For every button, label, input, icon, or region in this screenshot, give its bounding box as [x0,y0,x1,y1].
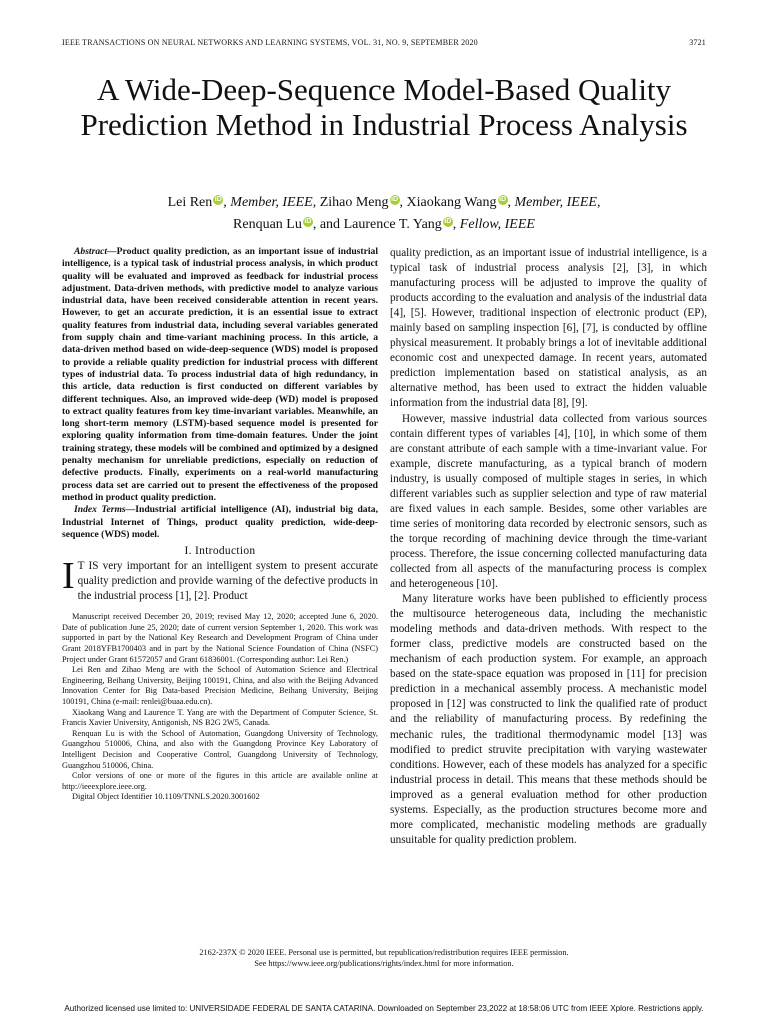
author-name: Xiaokang Wang [406,195,497,210]
license-footer: Authorized licensed use limited to: UNIVERSIDADE FEDERAL DE SANTA CATARINA. Downloaded on September 23,2022 at 18:58:06 UTC from IEEE Xplore. Restrictions apply. [64,1004,704,1013]
right-column [390,246,707,848]
paper-title: A Wide-Deep-Sequence Model-Based Quality Prediction Method in Industrial Process Analysis [80,72,688,142]
author-role: Member, IEEE [230,195,313,210]
left-column [62,246,378,803]
footnotes [62,612,378,803]
copyright-notice [62,947,706,969]
intro-paragraph [62,555,378,604]
index-terms [62,504,378,541]
abstract [62,246,378,504]
author-list: Lei Ren iD , Member, IEEE, Zihao Meng iD , Xiaokang Wang iD , Member, IEEE, Renquan Lu iD , and Laurence T. Yang iD , Fellow, IEEE [167,195,601,232]
index-terms-text: Industrial artificial intelligence (AI), industrial big data, Industrial Internet of Things, product quality prediction, wide-deep-sequence (WDS) model. [62,504,378,540]
footnote: Renquan Lu is with the School of Automation, Guangdong University of Technology, Guangzhou 510006, China, and also with the Guangdong Province Key Laboratory of Intelligent Decision and Cooperative Control, Guangdong University of Technology, Guangzhou 510006, China. [62,728,378,770]
body-paragraph: quality prediction, as an important issue of industrial intelligence, is a typical task of industrial process analysis [2], [3], in which manufacturing process will be adjusted to improve the quality of products according to the evaluation and analysis of the industrial data [4], [5]. However, traditional inspection of electronic product (EP), mainly based on sampling inspection [6], [7], is conducted by offline physical measurement. It probably brings a lot of inevitable additional economic cost and unexpected damage. In recent years, automated prediction implementation based on statistical analysis, as an alternative method, has been used to extract the hidden valuable information from the industrial data [8], [9]. [390,247,707,410]
rights-link[interactable]: See https://www.ieee.org/publications/rights/index.html for more information. [254,959,514,968]
footnote: Manuscript received December 20, 2019; revised May 12, 2020; accepted June 6, 2020. Date of publication June 25, 2020; date of current version September 1, 2020. This work was supported in part by the National Key Research and Development Program of China under Grant 2018YFB1700403 and in part by the National Science Foundation of China (NSFC) Project under Grant 61572057 and Grant 61836001. (Corresponding author: Lei Ren.) [62,612,378,664]
orcid-icon[interactable]: iD [214,196,222,203]
drop-cap: I [62,555,75,598]
orcid-icon[interactable]: iD [499,196,507,203]
orcid-icon[interactable]: iD [391,196,399,203]
footnote: Xiaokang Wang and Laurence T. Yang are with the Department of Computer Science, St. Francis Xavier University, Antigonish, NS B2G 2W5, Canada. [62,707,378,728]
orcid-icon[interactable]: iD [304,218,312,225]
abstract-label: Abstract— [74,246,117,257]
copyright-line: 2162-237X © 2020 IEEE. Personal use is permitted, but republication/redistribution requires IEEE permission. [199,948,569,957]
running-header [62,38,706,47]
index-terms-label: Index Terms— [74,504,136,516]
footnote: Color versions of one or more of the figures in this article are available online at http://ieeexplore.ieee.org. [62,771,378,791]
section-heading: I. Introduction [184,545,256,558]
author-role: Member, IEEE [514,195,597,210]
author-name: Lei Ren [167,195,213,210]
page-number: 3721 [689,38,706,47]
body-paragraph: Many literature works have been published to efficiently process the multisource heterogeneous data, including the mechanistic modeling methods and data-driven methods. With respect to the former class, predictive models are constructed based on the mechanism of each production system. For example, an approach based on the state-space equation was proposed in [11] for precision prediction in a mechanical assembly process. A mechanistic model proposed in [12] was constructed to link the qualified rate of product and the reliability of manufacturing process. By redefining the mechanic rules, the traditional thermodynamic model [13] was modified to predict struvite precipitation with varying wastewater conditions. However, each of these models has analyzed for a specific industrial process in detail. This means that these methods should be improved as a general evaluation method for other production systems. Especially, as the production structures become more and more complicated, mechanistic modeling methods are gradually unsuitable for quality prediction problem. [390,593,707,846]
author-name: Zihao Meng [319,195,389,210]
author-name: Laurence T. Yang [343,217,442,232]
intro-text: T IS very important for an intelligent system to present accurate quality prediction and provide warning of the defective products in the industrial process [1], [2]. Product [77,560,378,603]
footnote: Digital Object Identifier 10.1109/TNNLS.2020.3001602 [72,792,260,802]
orcid-icon[interactable]: iD [444,218,452,225]
author-role: Fellow, IEEE [459,217,535,232]
journal-header: IEEE TRANSACTIONS ON NEURAL NETWORKS AND LEARNING SYSTEMS, VOL. 31, NO. 9, SEPTEMBER 2020 [62,38,478,47]
body-paragraph: However, massive industrial data collected from various sources contain different types of variables [4], [10], in which some of them are constant attribute of each sample with a time-invariant value. For example, discrete manufacturing, as a typical branch of modern industry, is usually composed of multiple stages in series, in which different variables such as supplier selection and type of raw material are fixed values in each sample. Besides, some other variables are time series of monitoring data recorded by electronic sensors, such as the torque recording of machining device through the time-variant process. Therefore, the issue concerning collected manufacturing data collected from all aspects of the manufacturing process is complex and heterogeneous [10]. [390,412,707,591]
footnote: Lei Ren and Zihao Meng are with the School of Automation Science and Electrical Engineering, Beihang University, Beijing 100191, China, and also with the Beijing Advanced Innovation Center for Big Data-based Precision Medicine, Beihang University, Beijing 100191, China (e-mail: renlei@buaa.edu.cn). [62,665,378,707]
author-name: Renquan Lu [233,217,302,232]
abstract-text: Product quality prediction, as an important issue of industrial intelligence, is a typical task of industrial process analysis, in which product quality will be evaluated and improved as feedback for industrial process adjustment. Data-driven methods, with predictive model to analyze various industrial data, have been received considerable attention in recent years. However, to get an accurate prediction, it is an essential issue to extract quality features from industrial data, including several variables generated from supply chain and time-variant machining process. In this article, a data-driven method based on wide-deep-sequence (WDS) model is proposed to provide a reliable quality prediction for industrial process with different types of industrial data. To process industrial data of high redundancy, in this article, data reduction is first conducted on different variables by different techniques. Also, an improved wide-deep (WD) model is proposed to extract quality features from key time-invariant variables. Meanwhile, an long short-term memory (LSTM)-based sequence model is presented for exploring quality information from time-domain features. Under the joint training strategy, these models will be combined and optimized by a designed penalty mechanism for unreliable predictions, especially on reduction of defective products. Finally, experiments on a real-world manufacturing process data set are carried out to present the effectiveness of the proposed method in product quality prediction. [62,246,378,503]
